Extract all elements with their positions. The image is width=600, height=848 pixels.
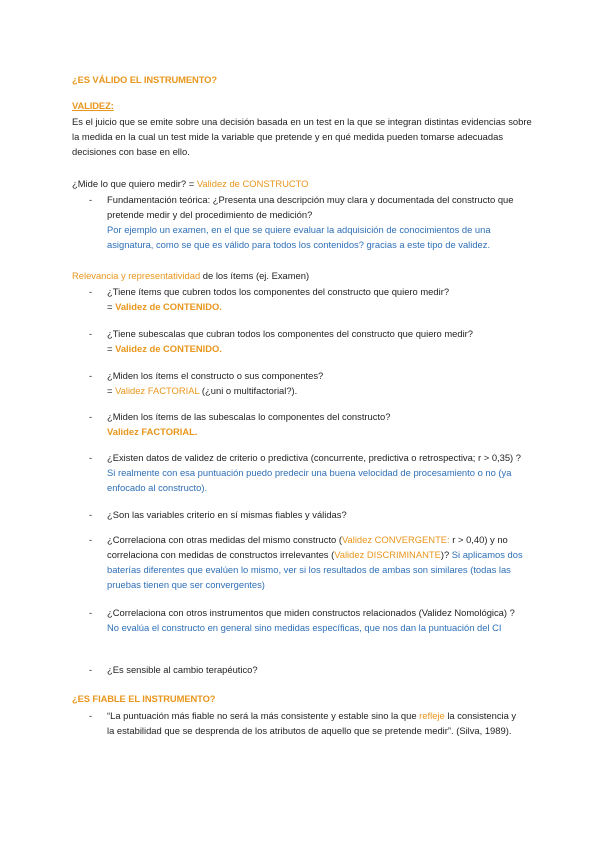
bullet-dash: - [89,286,93,297]
fundamentacion-note: Por ejemplo un examen, en el que se quiere evaluar la adquisición de conocimientos de una asignatura, como se que es válido para todos los contenidos? gracias a este tipo de validez. [107,224,491,250]
section-title-fiable: ¿ES FIABLE EL INSTRUMENTO? [72,693,216,704]
item-question: ¿Miden los ítems el constructo o sus componentes? [107,370,324,381]
quote-text: “La puntuación más fiable no será la más consistente y estable sino la que [107,710,420,721]
relevancia-heading [72,268,532,283]
item-equals: = [107,343,116,354]
validez-constructo-label: Validez de CONSTRUCTO [196,178,309,189]
bullet-dash: - [89,710,93,721]
validez-definition: Es el juicio que se emite sobre una decisión basada en un test en la que se integran distintas evidencias sobre la medida en la cual un test mide la variable que pretende y en qué medida pueden tomarse adecuadas decisiones con base en ello. [72,116,532,157]
item-equals: = [107,385,116,396]
bullet-dash: - [89,534,93,545]
item-note: No evalúa el constructo en general sino medidas específicas, que nos dan la puntuación del CI [107,622,502,633]
item-equals: = [107,301,116,312]
bullet-dash: - [89,328,93,339]
bullet-dash: - [89,411,93,422]
item-question: ¿Tiene ítems que cubren todos los componentes del constructo que quiero medir? [107,286,450,297]
bullet-dash: - [89,664,93,675]
bullet-dash: - [89,452,93,463]
item-question: ¿Correlaciona con otras medidas del mismo constructo ( [107,534,342,545]
validez-convergente-label: Validez CONVERGENTE: [342,534,450,545]
relevancia-highlight: Relevancia y representatividad [72,270,201,281]
item-note: Si realmente con esa puntuación puedo predecir una buena velocidad de procesamiento o no (ya enfocado al constructo). [107,467,512,493]
item-question: ¿Tiene subescalas que cubran todos los componentes del constructo que quiero medir? [107,328,474,339]
validez-discriminante-label: Validez DISCRIMINANTE [334,549,441,560]
item-validity: Validez de CONTENIDO. [115,301,222,312]
item-question: ¿Miden los ítems de las subescalas lo componentes del constructo? [107,411,391,422]
bullet-dash: - [89,194,93,205]
item-question: ¿Es sensible al cambio terapéutico? [107,664,258,675]
item-note: Si aplicamos dos baterías diferentes que evalúen lo mismo, ver si los resultados de ambas son similares (todas las pruebas tienen que ser convergentes) [107,549,523,590]
item-validity: Validez de CONTENIDO. [115,343,222,354]
item-question: ¿Correlaciona con otros instrumentos que miden constructos relacionados (Validez Nomológica) ? [107,607,515,618]
bullet-dash: - [89,607,93,618]
item-after: (¿uni o multifactorial?). [199,385,298,396]
fundamentacion-text: Fundamentación teórica: ¿Presenta una descripción muy clara y documentada del constructo que pretende medir y del procedimiento de medición? [107,194,514,220]
item-question-cont: r > 0,40) y no correlaciona con medidas de constructos irrelevantes ( [107,534,508,560]
bullet-dash: - [89,509,93,520]
quote-text-end: la consistencia y la estabilidad que se desprenda de los atributos de aquello que se pretende medir”. (Silva, 1989). [107,710,517,736]
section-title-validez: ¿ES VÁLIDO EL INSTRUMENTO? [72,74,217,85]
item-question: ¿Existen datos de validez de criterio o predictiva (concurrente, predictiva o retrospectiva; r > 0,35) ? [107,452,522,463]
item-validity: Validez FACTORIAL. [107,426,198,437]
item-question: ¿Son las variables criterio en sí mismas fiables y válidas? [107,509,347,520]
item-question-end: )? [440,549,452,560]
bullet-dash: - [89,370,93,381]
question-text: ¿Mide lo que quiero medir? = [72,178,197,189]
question-constructo [72,176,532,191]
validez-label: VALIDEZ: [72,100,114,111]
quote-highlight: refleje [419,710,445,721]
relevancia-rest: de los ítems (ej. Examen) [200,270,310,281]
item-validity: Validez FACTORIAL [115,385,200,396]
